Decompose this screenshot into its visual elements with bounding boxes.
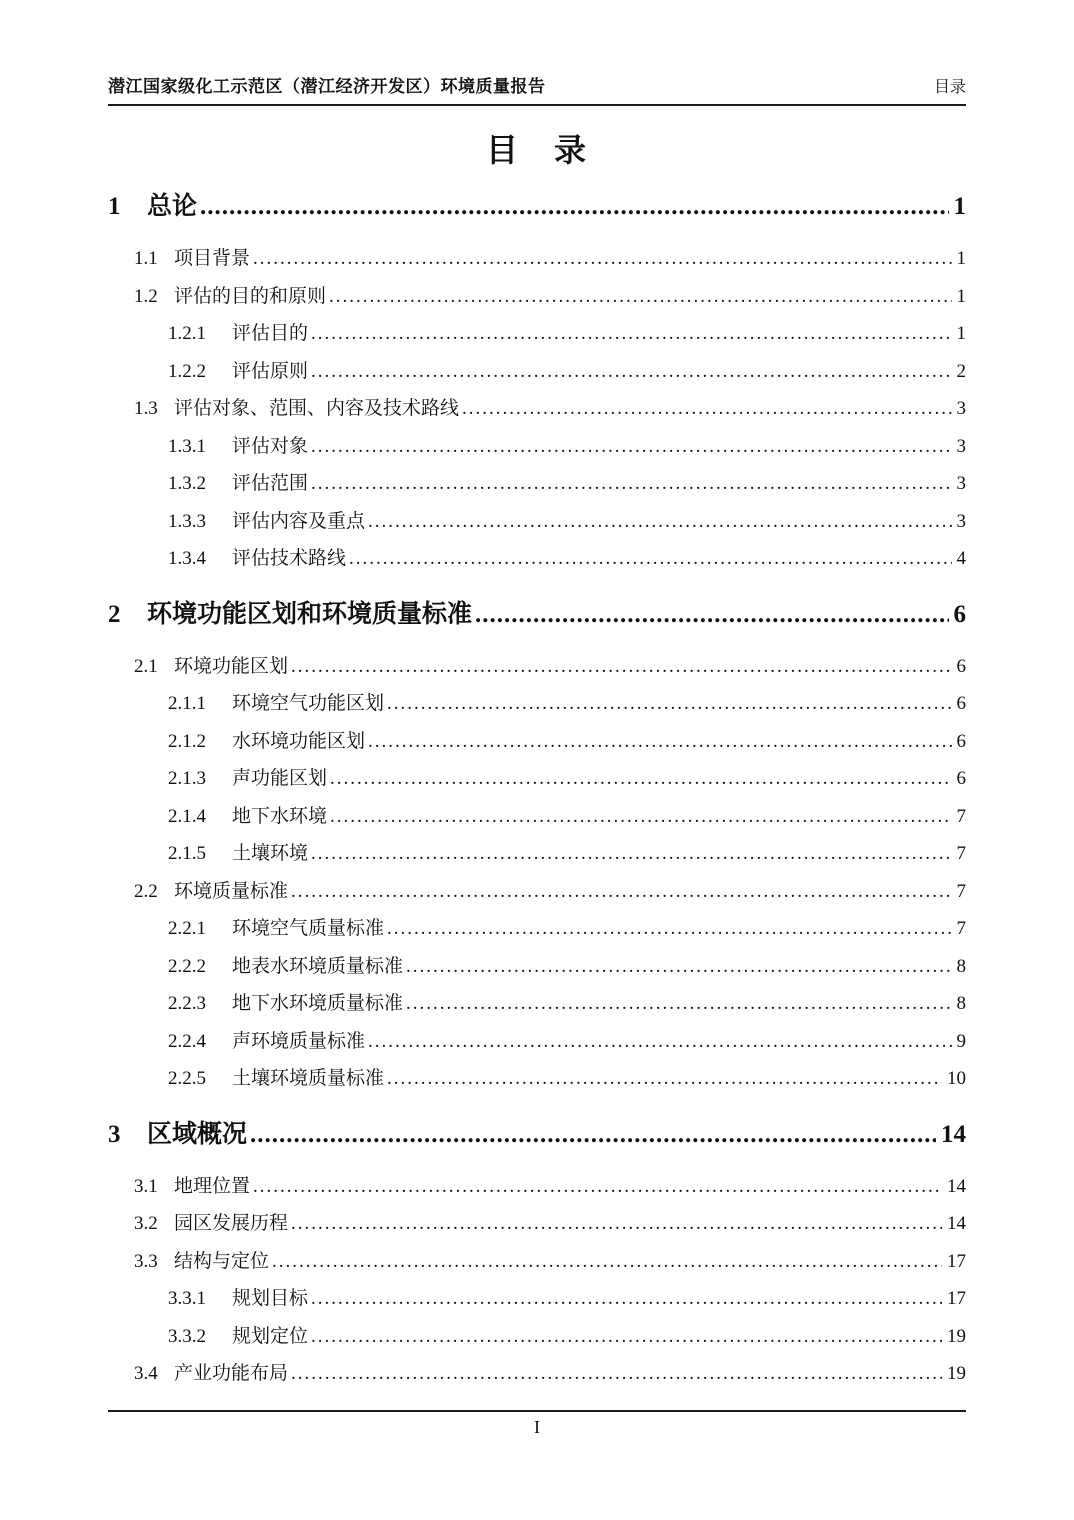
toc-entry-label: 声功能区划 <box>232 768 328 789</box>
toc-dot-leader <box>368 503 951 541</box>
toc-entry-label: 环境功能区划和环境质量标准 <box>147 600 473 628</box>
toc-entry-page: 7 <box>956 843 966 864</box>
toc-dot-leader <box>406 948 951 986</box>
toc-entry-page: 14 <box>947 1213 966 1234</box>
toc-dot-leader <box>291 1355 942 1393</box>
toc-entry-number: 2.1.5 <box>168 843 206 864</box>
toc-entry[interactable] <box>108 685 966 723</box>
toc-entry[interactable] <box>108 1118 966 1152</box>
toc-dot-leader <box>311 465 951 503</box>
toc-entry-number: 2.2.1 <box>168 918 206 939</box>
toc-entry-label: 结构与定位 <box>174 1250 270 1272</box>
toc-entry-number: 2.1 <box>134 655 158 677</box>
toc-entry-page: 1 <box>956 285 966 307</box>
toc-entry-number: 1.2.2 <box>168 360 206 382</box>
toc-entry[interactable] <box>108 910 966 948</box>
toc-entry-page: 1 <box>956 323 966 344</box>
header-report-title: 潜江国家级化工示范区（潜江经济开发区）环境质量报告 <box>108 77 546 96</box>
toc-entry-label: 评估目的 <box>232 323 309 344</box>
toc-entry-number: 2.1.1 <box>168 693 206 714</box>
toc-entry-page: 17 <box>947 1250 966 1272</box>
toc-entry[interactable] <box>108 723 966 761</box>
toc-entry-page: 8 <box>956 993 966 1014</box>
toc-entry-label: 项目背景 <box>174 248 251 269</box>
toc-entry-page: 7 <box>956 880 966 902</box>
toc-dot-leader <box>272 1243 942 1281</box>
toc-entry-page: 14 <box>941 1120 966 1148</box>
toc-entry-page: 2 <box>956 360 966 382</box>
toc-entry[interactable] <box>108 240 966 278</box>
toc-entry-number: 1 <box>108 193 121 220</box>
toc-entry[interactable] <box>108 390 966 428</box>
toc-entry-label: 总论 <box>147 193 198 220</box>
toc-entry-label: 环境质量标准 <box>174 880 289 902</box>
toc-entry-label: 土壤环境质量标准 <box>232 1068 385 1089</box>
toc-dot-leader <box>330 798 951 836</box>
toc-dot-leader <box>311 315 951 353</box>
toc-entry[interactable] <box>108 1243 966 1281</box>
toc-entry-number: 1.1 <box>134 248 158 269</box>
toc-entry-number: 3.3 <box>134 1250 158 1272</box>
toc-entry-number: 2.1.2 <box>168 730 206 752</box>
toc-entry-page: 6 <box>956 655 966 677</box>
toc-dot-leader <box>311 1318 942 1356</box>
toc-entry-page: 1 <box>956 248 966 269</box>
toc-entry[interactable] <box>108 1023 966 1061</box>
toc-entry[interactable] <box>108 1060 966 1098</box>
footer-page-number: I <box>534 1417 540 1437</box>
toc-entry[interactable] <box>108 503 966 541</box>
toc-dot-leader <box>311 353 951 391</box>
toc-entry-number: 1.3.2 <box>168 473 206 494</box>
toc-entry-number: 2.2.2 <box>168 955 206 977</box>
toc-entry-label: 评估内容及重点 <box>232 510 366 532</box>
toc-entry-label: 地下水环境 <box>232 805 328 827</box>
toc-entry[interactable] <box>108 428 966 466</box>
toc-dot-leader <box>253 240 951 278</box>
toc-entry-label: 地表水环境质量标准 <box>232 955 404 977</box>
toc-entry-label: 规划定位 <box>232 1325 309 1347</box>
toc-dot-leader <box>311 1280 942 1318</box>
toc-dot-leader <box>253 1168 942 1206</box>
toc-dot-leader <box>475 598 948 632</box>
toc-dot-leader <box>406 985 951 1023</box>
toc-entry-page: 19 <box>947 1325 966 1347</box>
toc-entry-label: 规划目标 <box>232 1288 309 1309</box>
toc-entry-number: 2.2 <box>134 880 158 902</box>
toc-entry[interactable] <box>108 1280 966 1318</box>
toc-entry[interactable] <box>108 190 966 224</box>
toc-dot-leader <box>329 278 951 316</box>
toc-dot-leader <box>291 648 951 686</box>
toc-entry[interactable] <box>108 985 966 1023</box>
toc-entry-page: 19 <box>947 1363 966 1384</box>
toc-entry[interactable] <box>108 1355 966 1393</box>
toc-entry-page: 3 <box>956 398 966 419</box>
toc-entry-number: 2 <box>108 600 121 628</box>
toc-entry[interactable] <box>108 278 966 316</box>
toc-entry[interactable] <box>108 648 966 686</box>
toc-entry-number: 2.1.3 <box>168 768 206 789</box>
toc-entry-page: 14 <box>947 1175 966 1197</box>
toc-dot-leader <box>311 428 951 466</box>
toc-entry-label: 评估范围 <box>232 473 309 494</box>
toc-entry-number: 2.2.3 <box>168 993 206 1014</box>
toc-entry-label: 环境空气质量标准 <box>232 918 385 939</box>
toc-entry-label: 评估原则 <box>232 360 309 382</box>
toc-entry-number: 3.4 <box>134 1363 158 1384</box>
toc-entry[interactable] <box>108 1318 966 1356</box>
toc-entry[interactable] <box>108 948 966 986</box>
toc-entry[interactable] <box>108 465 966 503</box>
toc-dot-leader <box>200 190 948 224</box>
toc-dot-leader <box>387 685 951 723</box>
toc-entry-page: 3 <box>956 510 966 532</box>
toc-entry[interactable] <box>108 1168 966 1206</box>
toc-entry-number: 1.3.1 <box>168 435 206 457</box>
toc-entry-page: 6 <box>953 600 966 628</box>
toc-entry[interactable] <box>108 798 966 836</box>
page-footer <box>108 1410 966 1438</box>
toc-entry-label: 评估对象、范围、内容及技术路线 <box>174 398 460 419</box>
toc-dot-leader <box>311 835 951 873</box>
toc-entry-number: 3 <box>108 1120 121 1148</box>
toc-entry-page: 6 <box>956 693 966 714</box>
toc-entry[interactable] <box>108 540 966 578</box>
toc-entry-number: 1.3 <box>134 398 158 419</box>
toc-dot-leader <box>291 1205 942 1243</box>
toc-entry-number: 1.3.4 <box>168 548 206 569</box>
toc-entry-page: 6 <box>956 730 966 752</box>
toc-entry-page: 3 <box>956 435 966 457</box>
toc-entry[interactable] <box>108 353 966 391</box>
toc-dot-leader <box>462 390 951 428</box>
toc-entry-label: 评估技术路线 <box>232 548 347 569</box>
toc-entry-number: 2.2.4 <box>168 1030 206 1052</box>
toc-entry[interactable] <box>108 835 966 873</box>
toc-entry[interactable] <box>108 315 966 353</box>
toc-entry-page: 9 <box>956 1030 966 1052</box>
toc-entry-number: 1.2.1 <box>168 323 206 344</box>
toc-entry[interactable] <box>108 1205 966 1243</box>
toc-entry-label: 园区发展历程 <box>174 1213 289 1234</box>
toc-entry[interactable] <box>108 760 966 798</box>
toc-entry-label: 评估对象 <box>232 435 309 457</box>
toc-entry-label: 区域概况 <box>147 1120 248 1148</box>
toc-entry[interactable] <box>108 598 966 632</box>
toc-entry-number: 3.1 <box>134 1175 158 1197</box>
toc-dot-leader <box>387 910 951 948</box>
toc-entry-label: 环境功能区划 <box>174 655 289 677</box>
toc-entry-page: 3 <box>956 473 966 494</box>
toc-entry-label: 地下水环境质量标准 <box>232 993 404 1014</box>
toc-dot-leader <box>349 540 951 578</box>
table-of-contents <box>108 190 966 1393</box>
header-section-label: 目录 <box>933 79 966 96</box>
toc-entry-page: 7 <box>956 805 966 827</box>
toc-entry-label: 评估的目的和原则 <box>174 285 327 307</box>
toc-dot-leader <box>291 873 951 911</box>
toc-entry-page: 17 <box>947 1288 966 1309</box>
toc-entry-number: 2.2.5 <box>168 1068 206 1089</box>
toc-entry-page: 6 <box>956 768 966 789</box>
toc-dot-leader <box>250 1118 936 1152</box>
toc-entry-label: 土壤环境 <box>232 843 309 864</box>
toc-entry-number: 3.3.2 <box>168 1325 206 1347</box>
toc-entry-label: 水环境功能区划 <box>232 730 366 752</box>
toc-entry-number: 3.3.1 <box>168 1288 206 1309</box>
toc-entry-number: 1.2 <box>134 285 158 307</box>
toc-entry-label: 产业功能布局 <box>174 1363 289 1384</box>
toc-entry-number: 2.1.4 <box>168 805 206 827</box>
toc-entry-page: 4 <box>956 548 966 569</box>
toc-dot-leader <box>330 760 951 798</box>
toc-entry-page: 1 <box>953 193 966 220</box>
toc-entry-page: 10 <box>947 1068 966 1089</box>
toc-entry-label: 环境空气功能区划 <box>232 693 385 714</box>
toc-entry-page: 7 <box>956 918 966 939</box>
toc-dot-leader <box>368 1023 951 1061</box>
toc-entry-label: 声环境质量标准 <box>232 1030 366 1052</box>
toc-dot-leader <box>368 723 951 761</box>
toc-entry-label: 地理位置 <box>174 1175 251 1197</box>
toc-entry-number: 3.2 <box>134 1213 158 1234</box>
page-header <box>108 72 966 106</box>
page-title: 目 录 <box>485 132 588 168</box>
toc-dot-leader <box>387 1060 942 1098</box>
toc-entry-page: 8 <box>956 955 966 977</box>
toc-entry[interactable] <box>108 873 966 911</box>
toc-entry-number: 1.3.3 <box>168 510 206 532</box>
